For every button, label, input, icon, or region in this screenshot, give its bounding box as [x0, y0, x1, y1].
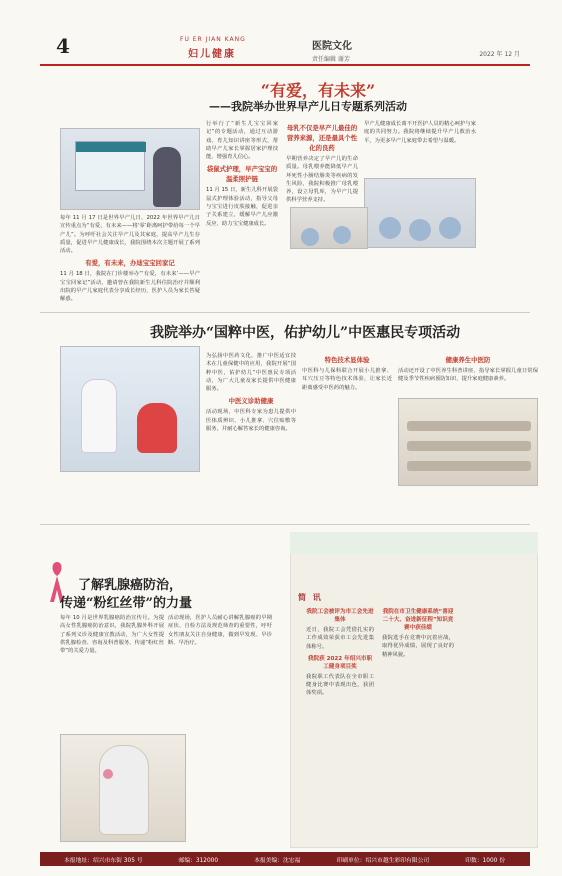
masthead-pinyin: FU ER JIAN KANG — [180, 36, 246, 43]
brief-item-title: 我院工会被评为市工会先进集体 — [306, 609, 374, 623]
brief-item-title: 我院获 2022 年绍兴市职工健身项目奖 — [307, 655, 373, 670]
issue-date: 2022 年 12 月 — [479, 51, 520, 58]
pink-ribbon-badge-icon — [103, 769, 113, 779]
article3-title-line1: 了解乳腺癌防治， — [78, 578, 183, 593]
article2-photo-consult — [60, 346, 200, 472]
article2-subhead-3: 健康养生中医防 — [445, 356, 491, 364]
article2-body-1: 活动现场，中医科专家为患儿提供中医体质辨识、小儿推拿、穴位贴敷等服务，并耐心解答家长的健康咨询。 — [206, 409, 296, 433]
article1-body-2: 行举行了“新生儿宝宝回家记”的专题活动，通过互动游戏、育儿知识讲座等形式，帮助早产儿家长掌握居家护理技能，增强育儿信心。 — [206, 121, 278, 161]
article1-column-2 — [206, 120, 278, 229]
article1-body-4: 早产儿健康成长离不开医护人员的精心呵护与家庭的共同努力。我院将继续提升早产儿救治水平，为更多早产儿家庭带去希望与温暖。 — [364, 121, 476, 144]
article3-column-1 — [60, 614, 164, 656]
article1-subtitle: ——我院举办世界早产儿日专题系列活动 — [209, 100, 407, 113]
page-header — [40, 34, 530, 64]
briefs-header-band — [290, 532, 538, 554]
article2-column-1 — [206, 352, 296, 434]
article1-photo-lecture — [60, 128, 200, 210]
article1-lead: 每年 11 月 17 日是世界早产儿日，2022 年世界早产儿日宣传重点为“有爱，有未来——将‘零’距离呵护带给每一个早产儿”。为呼吁社会关注早产儿及其家庭，提高早产儿生存质量，促进早产儿健康成长，我院围绕本次主题开展了系列活动。 — [60, 215, 200, 255]
section-title: 医院文化 — [312, 41, 352, 52]
footer-designer: 本报美编：沈宏福 — [254, 857, 301, 864]
speaker-figure — [153, 147, 181, 207]
section-divider — [40, 312, 530, 313]
footer-address: 本报地址：绍兴市东街 305 号 — [64, 857, 143, 864]
briefs-label: 简 讯 — [298, 593, 323, 602]
briefs-column-2 — [382, 604, 454, 660]
footer-copies: 印数：1000 份 — [465, 857, 506, 864]
article2-column-2 — [302, 352, 392, 393]
article3-column-2 — [168, 614, 272, 648]
article1-photo-activity — [364, 178, 476, 248]
briefs-column-1 — [306, 604, 374, 699]
projector-screen — [75, 141, 145, 191]
brief-item-body: 近日，我院工会凭借扎实的工作成效荣获市工会先进集体称号。 — [306, 627, 374, 650]
editor-line: 责任编辑 谢芳 — [312, 56, 350, 63]
article3-body-1: 每年 10 月是世界乳腺癌防治宣传月。为提高女性乳腺癌防治意识，我院乳腺外科开展了系列义诊及健康宣教活动，为广大女性提供乳腺检查、咨询及科普服务，传递“粉红丝带”的关爱力量。 — [60, 615, 164, 655]
header-rule — [40, 64, 530, 66]
page-number: 4 — [56, 34, 70, 58]
article2-subhead-1: 中医义诊助健康 — [228, 397, 274, 406]
article1-body-1: 11 月 18 日，我院在门诊楼举办“‘有爱，有未来’——早产宝宝回家记”活动，邀请曾在我院新生儿科住院治疗并顺利出院的早产儿家庭代表分享成长经历，医护人员为家长答疑解惑。 — [60, 271, 200, 303]
child-figure — [137, 403, 177, 453]
article2-title: 我院举办“国粹中医，佑护幼儿”中医惠民专项活动 — [150, 325, 461, 341]
article2-intro: 为弘扬中医药文化，推广中医适宜技术在儿童保健中的应用，我院开展“国粹中医，佑护幼儿”中医惠民专项活动，为广大儿童及家长提供中医健康服务。 — [206, 353, 296, 393]
article3-body-2: 活动现场，医护人员耐心讲解乳腺癌的早期症状、自检方法及规范筛查的重要性，呼吁女性朋友关注自身健康，做到早发现、早诊断、早治疗。 — [168, 615, 272, 646]
article1-subhead-3: 母乳不仅是早产儿最佳的营养来源，还是最具个性化的良药 — [286, 124, 358, 152]
article2-body-2: 中医科与儿保科联合开展小儿推拿、耳穴压豆等特色技术体验，让家长近距离感受中医药的魅力。 — [302, 368, 392, 391]
masthead-calligraphy: 妇儿健康 — [188, 49, 236, 60]
page-footer — [40, 852, 530, 866]
article1-column-1 — [60, 214, 200, 305]
article2-photo-audience — [398, 398, 538, 486]
footer-printer: 印刷单位：绍兴市越生彩印有限公司 — [336, 857, 430, 864]
article3-title-line2: 传递“粉红丝带”的力量 — [60, 596, 192, 611]
brief-item-body: 我院职工代表队在全市职工健身比赛中表现出色，获团体奖项。 — [306, 673, 374, 697]
section-divider — [40, 524, 530, 525]
doctor-figure — [99, 745, 149, 835]
article2-subhead-2: 特色技术显体验 — [324, 356, 370, 364]
article2-column-3 — [398, 352, 538, 385]
article1-body-3: 早期营养决定了早产儿的生命质量。母乳喂养能降低早产儿坏死性小肠结肠炎等疾病的发生风险，我院积极推广母乳喂养，设立母乳库，为早产儿提供科学营养支持。 — [286, 156, 358, 204]
brief-item-title: 我院在市卫生健康系统“喜迎二十大、奋进新征程”知识竞赛中获佳绩 — [382, 609, 454, 631]
article1-body-2b: 11 月 15 日，新生儿科开展袋鼠式护理体验活动，指导父母与宝宝进行皮肤接触，促进亲子关系建立，缓解早产儿应激反应，助力宝宝健康成长。 — [206, 187, 278, 227]
article3-photo-doctor — [60, 734, 186, 842]
article1-title: “有爱，有未来” — [260, 81, 376, 100]
brief-item-body: 我院选手在竞赛中沉着应战，取得优异成绩，展现了良好的精神风貌。 — [382, 635, 454, 658]
article1-photo-play — [290, 207, 368, 249]
doctor-figure — [81, 379, 117, 453]
article1-column-4 — [364, 120, 476, 146]
article1-column-3 — [286, 120, 358, 206]
article1-subhead-2: 袋鼠式护理，早产宝宝的温柔照护链 — [206, 165, 278, 184]
footer-zip: 邮编：312000 — [178, 857, 219, 864]
article2-body-3: 活动还开设了中医养生科普讲座，指导家长掌握儿童日常保健及季节性疾病预防知识，提升家庭健康素养。 — [398, 368, 538, 383]
article1-subhead-1: 有爱，有未来，办迪宝宝回家记 — [85, 259, 175, 268]
